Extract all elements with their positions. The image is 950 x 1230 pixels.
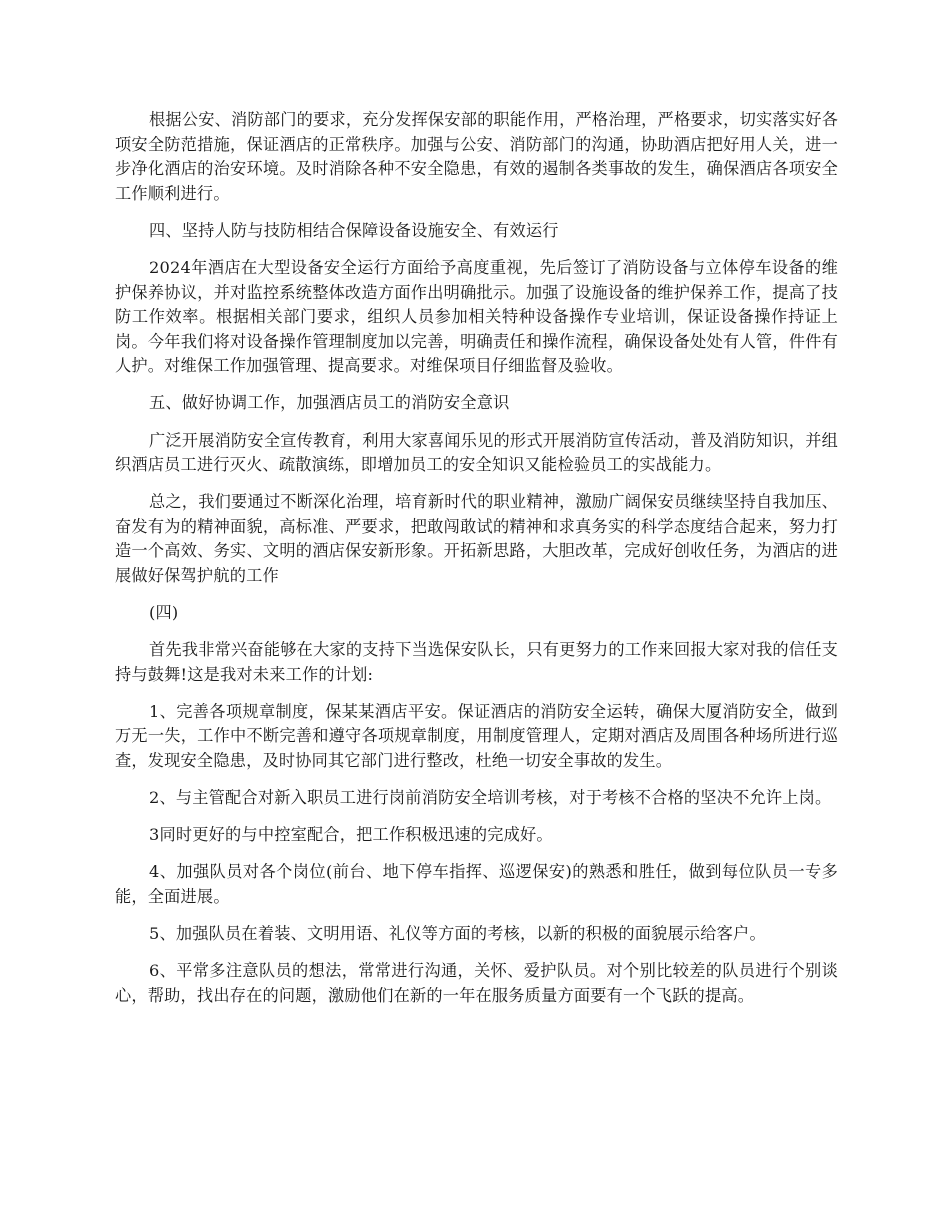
document-body [115,108,838,1021]
paragraph-summary: 总之，我们要通过不断深化治理，培育新时代的职业精神，激励广阔保安员继续坚持自我加压、奋发有为的精神面貌，高标准、严要求，把敢闯敢试的精神和求真务实的科学态度结合起来，努力打造一个高效、务实、文明的酒店保安新形象。开拓新思路，大胆改革，完成好创收任务，为酒店的进展做好保驾护航的工作 [115,492,838,585]
section-heading-five: 五、做好协调工作，加强酒店员工的消防安全意识 [149,393,510,413]
paragraph-introduction: 首先我非常兴奋能够在大家的支持下当选保安队长，只有更努力的工作来回报大家对我的信任支持与鼓舞!这是我对未来工作的计划: [115,640,838,684]
paragraph-equipment-safety: 2024年酒店在大型设备安全运行方面给予高度重视，先后签订了消防设备与立体停车设备的维护保养协议，并对监控系统整体改造方面作出明确批示。加强了设施设备的维护保养工作，提高了技防工作效率。根据相关部门要求，组织人员参加相关特种设备操作专业培训，保证设备操作持证上岗。今年我们将对设备操作管理制度加以完善，明确责任和操作流程，确保设备处处有人管，件件有人护。对维保工作加强管理、提高要求。对维保项目仔细监督及验收。 [115,257,838,376]
section-heading-four: 四、坚持人防与技防相结合保障设备设施安全、有效运行 [149,220,559,240]
section-marker-four: (四) [149,603,179,623]
plan-item-1: 1、完善各项规章制度，保某某酒店平安。保证酒店的消防安全运转，确保大厦消防安全，做到万无一失，工作中不断完善和遵守各项规章制度，用制度管理人，定期对酒店及周围各种场所进行巡查，发现安全隐患，及时协同其它部门进行整改，杜绝一切安全事故的发生。 [115,701,838,771]
plan-item-4: 4、加强队员对各个岗位(前台、地下停车指挥、巡逻保安)的熟悉和胜任，做到每位队员一专多能，全面进展。 [115,862,838,906]
plan-item-6: 6、平常多注意队员的想法，常常进行沟通，关怀、爱护队员。对个别比较差的队员进行个别谈心，帮助，找出存在的问题，激励他们在新的一年在服务质量方面要有一个飞跃的提高。 [115,961,838,1005]
plan-item-5: 5、加强队员在着装、文明用语、礼仪等方面的考核，以新的积极的面貌展示给客户。 [149,924,766,944]
plan-item-2: 2、与主管配合对新入职员工进行岗前消防安全培训考核，对于考核不合格的坚决不允许上岗。 [149,788,832,808]
paragraph-fire-education: 广泛开展消防安全宣传教育，利用大家喜闻乐见的形式开展消防宣传活动，普及消防知识，并组织酒店员工进行灭火、疏散演练，即增加员工的安全知识又能检验员工的实战能力。 [115,430,838,475]
paragraph-security-measures: 根据公安、消防部门的要求，充分发挥保安部的职能作用，严格治理，严格要求，切实落实好各项安全防范措施，保证酒店的正常秩序。加强与公安、消防部门的沟通，协助酒店把好用人关，进一步净化酒店的治安环境。及时消除各种不安全隐患，有效的遏制各类事故的发生，确保酒店各项安全工作顺利进行。 [115,110,838,203]
plan-item-3: 3同时更好的与中控室配合，把工作积极迅速的完成好。 [149,825,553,845]
